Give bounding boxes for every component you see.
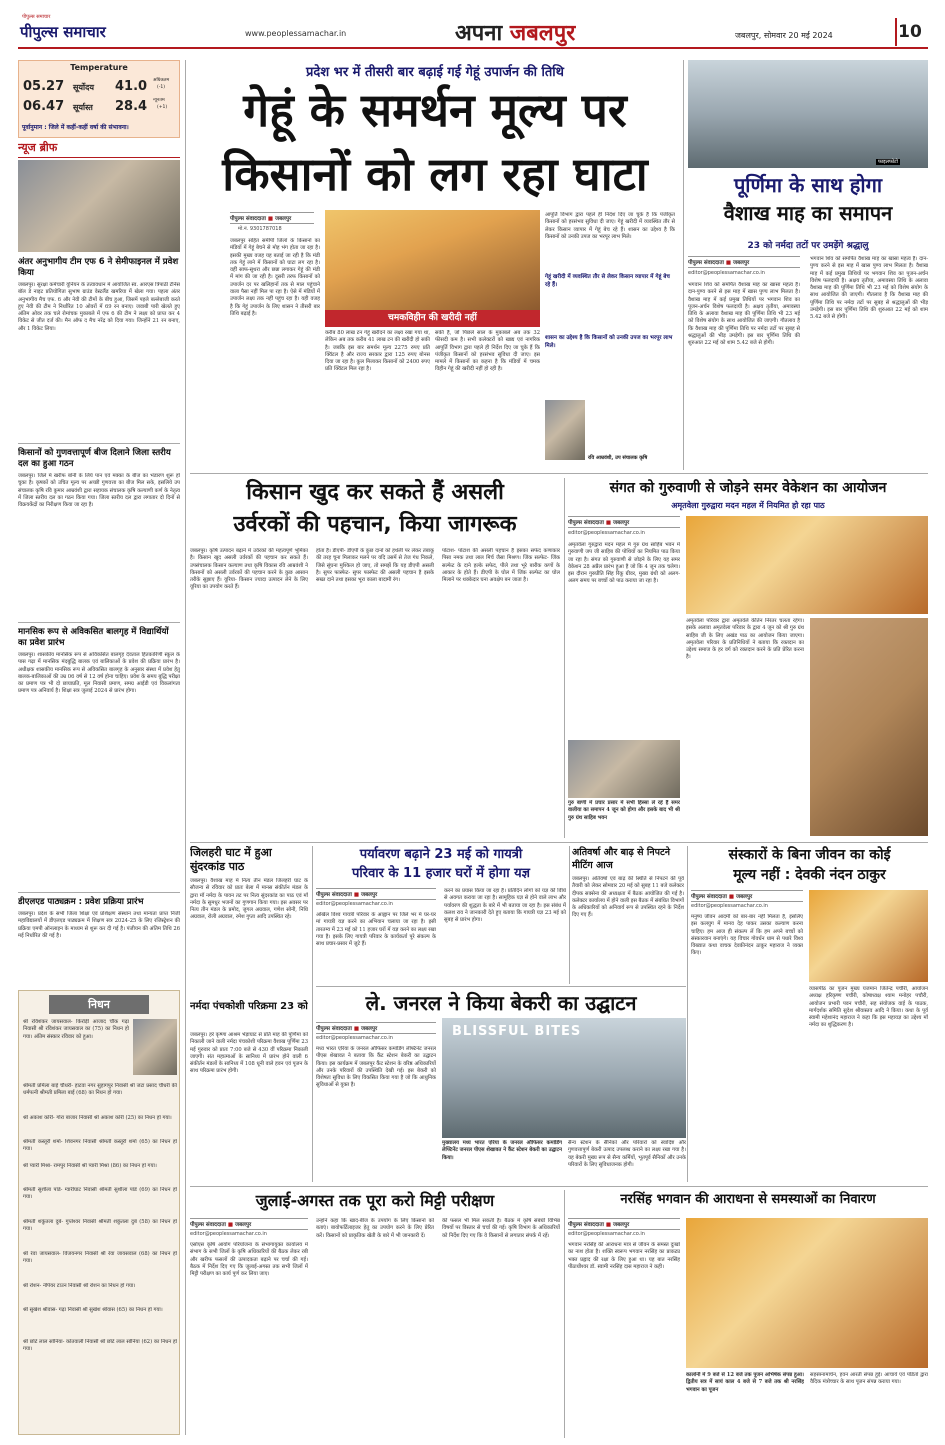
website[interactable]: www.peoplessamachar.in xyxy=(245,29,347,38)
news-brief-column xyxy=(18,140,180,980)
bakery-col-2: सैन्य स्टेशन के सैनिकों और परिवारों को स्वादिष्ट और गुणवत्तापूर्ण बेकरी उत्पाद उपलब्ध कराने का लक्ष्य रखा गया है। यह बेकरी मुख्य रूप से सैन्य कर्मियों, भूतपूर्व सैनिकों और उनके परिवारों के लिए सुविधाजनक होगी। xyxy=(568,1140,686,1168)
obituary-item: श्री रोशन- नेपियर टाउन निवासी श्री रोशन का निधन हो गया। xyxy=(23,1283,136,1289)
lead-kicker: प्रदेश भर में तीसरी बार बढ़ाई गई गेहूं उपार्जन की तिथि xyxy=(306,65,564,80)
narsingh-caption: कालोनी में 9 बजे से 12 बजे तक पूजन अभिषेक संपन्न हुआ। द्वितीय सत्र में सायं काल 4 बजे से 7 बजे तक श्री नरसिंह भगवान का पूजन xyxy=(686,1372,804,1393)
jilhari-story xyxy=(190,846,308,996)
soil-story xyxy=(190,1190,560,1438)
bakery-photo xyxy=(442,1018,686,1138)
obituary-item: श्री रेवा जायसवाल- विजयनगर निवासी श्री रेवा जायसवाल (68) का निधन हो गया। xyxy=(23,1251,177,1265)
puja-photo xyxy=(686,1218,928,1368)
news-brief-title: न्यूज ब्रीफ xyxy=(18,140,180,158)
narsingh-headline: नरसिंह भगवान की आराधना से समस्याओं का निवारण xyxy=(620,1192,876,1207)
narmada-story xyxy=(190,1000,308,1180)
temperature-row: 05.27 सूर्योदय 41.0 अधिकतम (-1) xyxy=(23,78,170,94)
brief-headline: मानसिक रूप से अविकसित बालगृह में विद्यार्थियों का प्रवेश प्रारंभ xyxy=(18,627,169,648)
gayatri-headline-2: परिवार के 11 हजार घरों में होगा यज्ञ xyxy=(352,866,530,881)
gayatri-col-2: करने का प्रयास किया जा रहा है। प्रतिदिन लोगों को यज्ञ की विधि से अवगत कराया जा रहा है। सामूहिक यज्ञ से होने वाले लाभ और पर्यावरण की शुद्धता के बारे में भी बताया जा रहा है। इस संबंध में कलश राव ने जानकारी देते हुए बताया कि गायत्री यज्ञ 23 मई को सुबह से प्रारंभ होगा। xyxy=(444,888,566,924)
masthead xyxy=(0,0,945,58)
jilhari-body: जबलपुर। वैशाख माह में नित्य तीन मंडल जिलहरी घाट के सौजन्य से रविवार को प्रातः बेला में मानस संकीर्तन मंडल के द्वारा माँ नर्मदा के पावन तट पर नित्य सुंदरकांड का पाठ एवं माँ नर्मदा के सुमधुर भजनों का गुणगान किया गया। इस अवसर पर नित्य तीन मंडल के प्रमोद, जुगल अग्रवाल, गणेश सोनी, निधि अग्रवाल, रोली अग्रवाल, रमेश गुप्ता आदि उपस्थित रहे। xyxy=(190,878,308,921)
lead-headline-2: किसानों को लग रहा घाटा xyxy=(222,147,648,201)
gurbani-headline: संगत को गुरुवाणी से जोड़ने समर वेकेशन का आयोजन xyxy=(609,480,887,496)
soil-email[interactable]: editor@peoplessamachar.co.in xyxy=(190,1231,267,1237)
obituary-item: श्री सुखेश श्रीवास- गढ़ा निवासी श्री सुखेश श्रीवास (65) का निधन हो गया। xyxy=(23,1307,163,1313)
official-credit: रवि आम्रवंशी, उप संचालक कृषि xyxy=(588,455,648,461)
sanskar-col-2: व्यासपीठ का पूजन मुख्य यजमान जितेन्द्र पचौरी, आयोजन अध्यक्ष हरिकृष्ण पचौरी, कोषाध्यक्ष श्याम मनोहर पचौरी, आयोजन प्रभारी पवन पचौरी, सह संयोजक वाई के पाठक, मार्गदर्शक समिति सुदेश श्रीवास्तव आदि ने किया। कथा के पूर्व स्वामी महेशानंद महाराज ने कहा कि इस महायज्ञ का उद्देश्य माँ नर्मदा का शुद्धिकरण है। xyxy=(809,986,928,1029)
brief-body: जबलपुर। प्रदेश के सभी जिला शिक्षा एवं प्रशिक्षण संस्थान तथा मान्यता प्राप्त निजी महाविद्यालयों में डीएलएड पाठ्यक्रम में शिक्षण सत्र 2024-25 के लिए रजिस्ट्रेशन की प्रक्रिया एमपी ऑनलाइन के माध्यम से शुरू कर दी गई है। पंजीयन की अंतिम तिथि 26 मई निर्धारित की गई है। xyxy=(18,911,180,939)
purnima-byline: पीपुल्स संवाददाता ■ जबलपुर xyxy=(688,256,800,268)
sanskar-email[interactable]: editor@peoplessamachar.co.in xyxy=(691,903,768,909)
gurbani-col-1: अमृतवेला गुरुद्वारा मदन महल में गुरु ग्रंथ साहिब भवन में गुरुवाणी जप जी साहिब की पोथियों का नियमित पाठ किया जा रहा है। संगत को गुरुवाणी से जोड़ने के लिए यह समर वेकेशन 28 अप्रैल प्रारंभ हुआ है जो कि 4 जून तक चलेगा। इस दौरान गुरुप्रीति सिंह रिंकू ग्रीवर, मुख्य ग्रंथी को अलग-अलग समय पर बच्चों को पाठ कराया जा रहा है। xyxy=(568,542,680,585)
official-photo xyxy=(545,400,585,460)
narsingh-byline: पीपुल्स संवाददाता ■ जबलपुर xyxy=(568,1218,680,1230)
lead-story xyxy=(190,60,680,470)
lead-photo-caption: चमकविहीन की खरीदी नहीं xyxy=(325,310,540,327)
soil-col-2: उन्होंने कहा कि खाद-बीज के उपयोग के लिए किसानों को बताएं। बायोफर्टिलाइजर हेतु का उपयोग करने के लिए प्रेरित करें। किसानों को प्राकृतिक खेती के बारे में भी जानकारी दें। xyxy=(316,1218,434,1239)
lead-col-4: आपूर्ति विभाग द्वारा पहले ही निर्देश दिए जा चुके हैं कि पंजीकृत किसानों को हरसंभव सुविधा दी जाए। गेहूं खरीदी में व्यवस्थित तौर से लेकर किसान व्यापार में गेहूं बेच रहे हैं। शासन का उद्देश्य है कि किसानों को उनकी उपज का भरपूर लाभ मिले। xyxy=(545,212,675,240)
sanskar-headline-2: मूल्य नहीं : देवकी नंदन ठाकुर xyxy=(733,867,886,883)
narsingh-col-2: सहस्त्रनामार्चन, हवन आरती संपन्न हुई। आचार्य एवं पंडितों द्वारा वैदिक मंत्रोच्चार के साथ पूजन संपन्न कराया गया। xyxy=(810,1372,928,1386)
gurbani-email[interactable]: editor@peoplessamachar.co.in xyxy=(568,530,645,536)
soil-headline: जुलाई-अगस्त तक पूरा करो मिट्टी परीक्षण xyxy=(255,1191,495,1210)
gayatri-email[interactable]: editor@peoplessamachar.co.in xyxy=(316,901,393,907)
sanskar-byline: पीपुल्स संवाददाता ■ जबलपुर xyxy=(691,890,803,902)
obituary-item: श्री अकाश कोरी- गोरा बाजार निवासी श्री अकाश कोरी (25) का निधन हो गया। xyxy=(23,1115,172,1121)
team-photo xyxy=(18,160,180,252)
obituary-item: श्रीमती शकुंतला दुबे- गुप्तेश्वर निवासी श्रीमती शकुंतला दुबे (58) का निधन हो गया। xyxy=(23,1219,177,1233)
brief-body: जबलपुर। जिले में खरीफ बोनी के लिये पान एवं मक्का के बीज का भंडारण शुरू हो चुका है। कृषकों को उचित मूल्य पर अच्छी गुणवत्ता का बीज मिल सके, इसलिये उप संचालक कृषि रवि कुमार आम्रवंशी द्वारा सहायक संचालक कृषि कल्याणी कर्ण के नेतृत्व में जिला स्तरीय दल का गठन किया गया। जिला स्तरीय दल द्वारा लगातार दो दिनों से विक्रयकेंद्रों का निरीक्षण किया जा रहा है। xyxy=(18,473,180,509)
lead-bullet: शासन का उद्देश्य है कि किसानों को उनकी उपज का भरपूर लाभ मिले। xyxy=(545,335,673,349)
bakery-sign: BLISSFUL BITES xyxy=(452,1024,582,1039)
sanskar-story xyxy=(691,846,928,1182)
purnima-email[interactable]: editor@peoplessamachar.co.in xyxy=(688,270,765,276)
crowd-photo xyxy=(688,60,928,168)
soil-col-1: एसोएस कृषि आयोग परियोजना के संभागायुक्त कार्यालय में संभाग के सभी जिलों के कृषि अधिकारियों की बैठक लेकर रबी और खरीफ फसलों की उत्पादकता बढ़ाने पर चर्चा की गई। बैठक में निर्देश दिए गए कि जुलाई-अगस्त तक सभी जिलों में मिट्टी परीक्षण का कार्य पूर्ण कर लिया जाए। xyxy=(190,1242,308,1278)
brief-headline: अंतर अनुभागीय टीम एफ 6 ने सेमीफाइनल में प्रवेश किया xyxy=(18,257,179,278)
gurbani-subhead: अमृतवेला गुरुद्वारा मदन महल में नियमित हो रहा पाठ xyxy=(671,501,825,510)
brief-headline: डीएलएड पाठ्यक्रम : प्रवेश प्रक्रिया प्रारंभ xyxy=(18,897,144,907)
purnima-headline-2: वैशाख माह का समापन xyxy=(723,201,893,225)
fertilizer-headline-2: उर्वरकों की पहचान, किया जागरूक xyxy=(233,512,517,537)
page-number: 10 xyxy=(895,18,923,46)
fertilizer-col-1: जबलपुर। कृषि उत्पादन बढ़ाने में उर्वरकों की महत्वपूर्ण भूमिका है। किसान खुद असली उर्वरकों की पहचान कर सकते हैं। उपसंचालक किसान कल्याण तथा कृषि विकास रवि आम्रवंशी ने किसानों को असली उर्वरकों की पहचान करने के कुछ आसान तरीके सुझाए हैं। यूरिया- किसान ज्यादा उत्पादन लेने के लिए यूरिया का उपयोग करते हैं। xyxy=(190,548,308,591)
gayatri-story xyxy=(316,846,566,984)
lead-col-1: जबलपुर सहित समीपी जिलों के किसानों का मंडियों में गेहूं बेचने से मोह भंग होता जा रहा है। इसकी मुख्य वजह यह बताई जा रही है कि मंडी तक गेहूं लाने में किसानों को घाटा लग रहा है। वहीं साफ-सुथरा और छन्ना लगाकर गेहूं की मंडी में मांग की जा रही है। दूसरी तरफ किसानों को उपार्जन दर पर खलिहानों तक से माल पहुंचाने वाला पैसा नहीं मिल पा रहा है। ऐसे में मंडियों में उपार्जन लक्ष्य तक नहीं पहुंच रहा है। यही वजह है कि गेहूं उपार्जन के लिए शासन ने तीसरी बार तिथि बढ़ाई है। xyxy=(230,238,320,317)
lead-byline: पीपुल्स संवाददाता ■ जबलपुर xyxy=(230,212,314,224)
obituary-item: श्रीमती कस्तूरी शर्मा- शिवनगर निवासी श्रीमती कस्तूरी शर्मा (65) का निधन हो गया। xyxy=(23,1139,177,1153)
masthead-rule xyxy=(18,47,928,49)
fertilizer-col-2: होता है। डीएपी- डीएपी के कुछ दानों को हथेली पर लेकर तंबाकू की तरह चूना मिलाकर मलने पर यदि उसमें से तेज गंध निकले, जिसे सूंघना मुश्किल हो जाए, तो समझें कि यह डीएपी असली है। सुपर फास्फेट- सुपर फास्फेट की असली पहचान है इसके सख्त दाने तथा इसका भूरा काला बादामी रंग। xyxy=(316,548,434,584)
obituary-title: निधन xyxy=(49,995,149,1014)
bakery-email[interactable]: editor@peoplessamachar.co.in xyxy=(316,1035,393,1041)
purnima-subhead: 23 को नर्मदा तटों पर उमड़ेंगे श्रद्धालु xyxy=(747,241,869,251)
narmada-body: जबलपुर। हरे कृष्णा आश्रम भेड़ाघाट से प्रति माह की पूर्णिमा को निकाली जाने वाली नर्मदा पंचकोशी परिक्रमा वैशाख पूर्णिमा 23 मई गुरुवार को प्रातः 7:00 बजे से 430 वीं परिक्रमा निकाली जाएगी। संत महात्माओं के सानिध्य में प्रारंभ होने वाली 6 संकीर्तन मंडलों के सानिध्य में 108 धूनी वाले हवन एवं पूजन के साथ परिक्रमा प्रारंभ होगी। xyxy=(190,1032,308,1075)
purnima-body: भगवान शिव को समर्पित वैशाख माह का खासा महत्व है। दान-पुण्य करने से इस माह में खास पुण्य लाभ मिलता है। वैशाख माह में कई प्रमुख तिथियों पर भगवान शिव का पूजन-अर्चन विशेष फलदायी है। अक्षय तृतीया, अमावस्या तिथि के अलावा वैशाख माह की पूर्णिमा तिथि भी 23 मई को विशेष संयोग के साथ आयोजित की जाएगी। गौतलाव है कि वैशाख माह की पूर्णिमा तिथि पर नर्मदा तटों पर सुबह से श्रद्धालुओं की भीड़ उमड़ेगी। इस बार पूर्णिमा तिथि की शुरुआत 22 मई को शाम 5.42 बजे से होगी। xyxy=(688,282,800,347)
sanskar-headline-1: संस्कारों के बिना जीवन का कोई xyxy=(728,847,891,863)
obituary-item: श्रीमती प्रमिला बाई चौधरी- हाटवा नगर सुहागपुर निवासी श्री जटा प्रसाद चौधरी की धर्मपत्नी श्रीमती प्रमिला बाई (68) का निधन हो गया। xyxy=(23,1083,177,1097)
narsingh-story xyxy=(568,1190,928,1438)
purnima-story xyxy=(688,60,928,470)
narmada-headline: नर्मदा पंचकोशी परिक्रमा 23 को xyxy=(190,1001,308,1012)
sanskar-col-1: मनुष्य जीवन आदमी को बार-बार नहीं मिलता है, इसलिए इस कलयुग में मानव देह पाकर उसका कल्याण करना चाहिए। हम आज ही संकल्प लें कि हम अपने बच्चों को संस्कारवान बनाएंगे। यह विचार गोवर्धन धाम से पधारे विश्व विख्यात कथा वाचक देवकीनंदन ठाकुर महाराज ने व्यक्त किए। xyxy=(691,914,803,957)
photo-credit: फाइलफोटो xyxy=(878,159,898,165)
forecast-text: पूर्वानुमान : जिले में कहीं-कहीं वर्षा की संभावना। xyxy=(22,124,129,131)
fertilizer-headline-1: किसान खुद कर सकते हैं असली xyxy=(246,480,504,505)
temperature-box xyxy=(18,60,180,138)
obituary-item: श्री प्यारी मिश्रा- रामपुर निवासी श्री प्यारी मिश्रा (86) का निधन हो गया। xyxy=(23,1163,157,1169)
obituary-photo xyxy=(133,1019,177,1075)
fertilizer-col-3: पोटाश- पोटाश की असली पहचान है इसका सफेद कणाकार पिसा नमक तथा लाल मिर्च जैसा मिश्रण। जिंक सल्फेट- जिंक सल्फेट के दाने हल्के सफेद, पीले तथा भूरे बारीक कणों के आकार के होते हैं। डीएपी के घोल में जिंक सल्फेट का घोल मिलाने पर थक्केदार घना अवक्षेप बन जाता है। xyxy=(442,548,560,584)
soil-byline: पीपुल्स संवाददाता ■ जबलपुर xyxy=(190,1218,308,1230)
flood-headline: अतिवर्षा और बाढ़ से निपटने मीटिंग आज xyxy=(572,847,671,871)
soil-col-3: की फसल भी मिल सकती है। बैठक में कृषि संबंधी विभिन्न विषयों पर विस्तार से चर्चा की गई। कृषि विभाग के अधिकारियों को निर्देश दिए गए कि वे किसानों से लगातार संपर्क में रहें। xyxy=(442,1218,560,1239)
bakery-story xyxy=(316,990,686,1182)
flood-body: जबलपुर। अतिवर्षा एवं बाढ़ की स्थिति से निपटने की पूर्व तैयारी को लेकर सोमवार 20 मई को सुबह 11 बजे कलेक्टर दीपक सक्सेना की अध्यक्षता में बैठक आयोजित की गई है। कलेक्टर कार्यालय में होने वाली इस बैठक में संबंधित विभागों के अधिकारियों को अनिवार्य रूप से उपस्थित रहने के निर्देश दिए गए हैं। xyxy=(572,876,684,919)
paper-logo: पीपुल्स समाचार xyxy=(20,23,106,41)
gayatri-col-1: अखिल विश्व गायत्री परिवार के आह्वान पर जिले भर में घर-घर मां गायत्री यज्ञ करने का अभियान चलाया जा रहा है। इसी तारतम्य में 23 मई को 11 हजार घरों में यज्ञ करने का लक्ष्य रखा गया है। इसके लिए गायत्री परिवार के कार्यकर्ता पूरे संकल्प के साथ प्रचार-प्रसार में जुटे हैं। xyxy=(316,912,436,948)
obituary-item: श्री छोटे लाल सोनिया- कोतवाली निवासी श्री छोटे लाल सोनिया (62) का निधन हो गया। xyxy=(23,1339,177,1353)
temperature-row: 06.47 सूर्यास्त 28.4 न्यूनतम (+1) xyxy=(23,98,168,114)
lead-col-3: सकी है, जो पिछले साल के मुकाबले अब तक 32 फीसदी कम है। सभी कलेक्टरों को खाद्य एवं नागरिक आपूर्ति विभाग द्वारा पहले ही निर्देश दिए जा चुके हैं कि पंजीकृत किसानों को हरसंभव सुविधा दी जाए। इस मामले में किसानों का कहना है कि मंडियों में चमक विहीन गेहूं की खरीदी नहीं हो रही है। xyxy=(435,330,540,373)
section-title: अपना जबलपुर xyxy=(455,21,576,46)
bakery-col-1: मध्य भारत एरिया के जनरल ऑफिसर कमांडिंग लेफ्टिनेंट जनरल पीएस शेखावत ने बताया कि कैंट स्टेशन बेकरी का उद्घाटन किया। इस कार्यक्रम में जबलपुर कैंट स्टेशन के वरिष्ठ अधिकारियों और उनके परिवारों की उपस्थिति देखी गई। इस बेकरी को विशेषतः सुविधा के लिए विकसित किया गया है जो कि आधुनिक सुविधाओं से युक्त है। xyxy=(316,1046,436,1089)
purnima-headline-1: पूर्णिमा के साथ होगा xyxy=(733,173,883,197)
obituary-box xyxy=(18,990,180,1435)
narsingh-email[interactable]: editor@peoplessamachar.co.in xyxy=(568,1231,645,1237)
gayatri-byline: पीपुल्स संवाददाता ■ जबलपुर xyxy=(316,888,436,900)
gurbani-caption: गुरु बाणी में प्रचार प्रसार में सभी हिस्सा ले रहे हैं समर वालीया का समापन 4 जून को होगा और इसके बाद भी श्री गुरु ग्रंथ साहिब भवन xyxy=(568,800,680,821)
narsingh-col-1: भगवान नरसिंह की आराधना मात्र से जीवन के समस्त दुःखों का नाश होता है। शक्ति स्वरूप भगवान नरसिंह का प्राकट्य भक्त प्रह्लाद की रक्षा के लिए हुआ था। यह बात नरसिंह पीठाधीश्वर डॉ. स्वामी नरसिंह दास महाराज ने कही। xyxy=(568,1242,680,1270)
lead-headline-1: गेहूं के समर्थन मूल्य पर xyxy=(243,83,627,137)
bakery-headline: ले. जनरल ने किया बेकरी का उद्घाटन xyxy=(365,991,637,1015)
lead-col-2: करीब 80 लाख टन गेहूं खरीदने का लक्ष्य रखा गया था, लेकिन अब तक करीब 41 लाख टन की खरीदी हो सकी है। जबकि इस बार समर्थन मूल्य 2275 रुपए प्रति क्विंटल है और राज्य सरकार द्वारा 125 रुपए बोनस दिया जा रहा है। कुल मिलाकर किसानों को 2400 रुपए प्रति क्विंटल मिल रहा है। xyxy=(325,330,430,373)
temperature-title: Temperature xyxy=(70,63,128,72)
gurudwara-photo-2 xyxy=(568,740,680,798)
gurbani-story xyxy=(568,478,928,838)
brief-body: जबलपुर। सुरक्षा कर्मचारी यूनियन के तत्वावधान में आयोजित स्व. आरएस त्रिपाठी टेनिस बॉल डे नाइट प्रतियोगिता सुभाष ग्राउंड वेस्टलैंड खमरिया में खेला गया। पहला अंतर अनुभागीय मैच एफ. 6 और नेवी की टीमों के बीच हुआ, जिसमें पहले बल्लेबाजी करते हुए नेवी की टीम ने निर्धारित 10 ओवरों में 69 रन बनाए। जवाबी पारी खेलते हुए अंतिम ओवर तक चले रोमांचक मुकाबले में एफ 6 की टीम ने लक्ष्य को प्राप्त कर 4 विकेट से जीत दर्ज की। मैन ऑफ द मैच नरेंद्र को दिया गया। जिन्होंने 21 रन बनाए, और 1 विकेट लिया। xyxy=(18,282,180,332)
obituary-item: श्री रविशंकर जायसवाल- किरोड़ी आजाद चौक गढ़ा निवासी श्री रविशंकर जायसवाल का (75) का निधन हो गया। अंतिम संस्कार रविवार को हुआ। xyxy=(23,1019,129,1040)
gurudwara-photo xyxy=(686,516,928,614)
gurudwara-photo-3 xyxy=(810,618,928,836)
speaker-photo xyxy=(809,890,928,982)
gayatri-headline-1: पर्यावरण बढ़ाने 23 मई को गायत्री xyxy=(359,847,523,862)
paper-logo-small: पीपुल्स समाचार xyxy=(22,14,51,20)
brief-body: जबलपुर। शासकीय मानसिक रूप से अविकसित बालगृह देवताल हितकारिणी स्कूल के पास गढ़ा में मानसिक मंदबुद्धि बालक एवं बालिकाओं के प्रवेश की प्रक्रिया प्रारंभ है। अधीक्षक शासकीय मानसिक रूप से अविकसित बालगृह के अनुसार संस्था में प्रवेश हेतु बालक-बालिकाओं की उम्र 06 वर्ष से 12 वर्ष होना चाहिए। प्रवेश के समय बुद्धि परीक्षा का प्रमाण पत्र भी दो छायाप्रति, मूल निवासी प्रमाण, समग्र आईडी एवं विकलांगता प्रमाण पत्र अनिवार्य है। शिक्षा सत्र जुलाई 2024 से प्रारंभ होगा। xyxy=(18,652,180,695)
bakery-caption: मुख्यालय मध्य भारत एरिया के जनरल ऑफिसर कमांडिंग लेफ्टिनेंट जनरल पीएस शेखावत ने कैंट स्टेशन बेकरी का उद्घाटन किया। xyxy=(442,1140,562,1161)
fertilizer-story xyxy=(190,478,560,838)
purnima-body-continued: भगवान शिव को समर्पित वैशाख माह का खासा महत्व है। दान-पुण्य करने से इस माह में खास पुण्य लाभ मिलता है। वैशाख माह में कई प्रमुख तिथियों पर भगवान शिव का पूजन-अर्चन विशेष फलदायी है। अक्षय तृतीया, अमावस्या तिथि के अलावा वैशाख माह की पूर्णिमा तिथि भी 23 मई को विशेष संयोग के साथ आयोजित की जाएगी। गौतलाव है कि वैशाख माह की पूर्णिमा तिथि पर नर्मदा तटों पर सुबह से श्रद्धालुओं की भीड़ उमड़ेगी। इस बार पूर्णिमा तिथि की शुरुआत 22 मई को शाम 5.42 बजे से होगी। xyxy=(810,256,928,321)
lead-mobile: मो.नं. 9301787018 xyxy=(238,226,282,232)
dateline: जबलपुर, सोमवार 20 मई 2024 xyxy=(735,31,833,40)
lead-bullet: गेहूं खरीदी में व्यवस्थित तौर से लेकर किसान व्यापार में गेहूं बेच रहे हैं। xyxy=(545,274,670,288)
bakery-byline: पीपुल्स संवाददाता ■ जबलपुर xyxy=(316,1022,436,1034)
obituary-item: श्रीमती सुशीला पांडे- ग्वारीघाट निवासी श्रीमती सुशीला पांडे (69) का निधन हो गया। xyxy=(23,1187,177,1201)
gurbani-col-2: अमृतवेला परिवार द्वारा अमृतवेले कीर्तन निरंतर चलता रहेगा। इसके अलावा अमृतवेला परिवार के द्वारा 4 जून को श्री गुरु ग्रंथ साहिब जी के लिए अखंड पाठ का आयोजन किया जाएगा। अमृतवेला परिवार के प्रतिनिधियों ने बताया कि रक्तदान का उद्देश्य समाज के हर वर्ग को रक्तदान करने के प्रति प्रेरित करना है। xyxy=(686,618,804,661)
wheat-photo xyxy=(325,210,540,310)
jilhari-headline: जिलहरी घाट में हुआ सुंदरकांड पाठ xyxy=(190,846,272,873)
flood-story xyxy=(572,846,684,984)
gurbani-byline: पीपुल्स संवाददाता ■ जबलपुर xyxy=(568,516,680,528)
brief-headline: किसानों को गुणवत्तापूर्ण बीज दिलाने जिला स्तरीय दल का हुआ गठन xyxy=(18,448,171,469)
